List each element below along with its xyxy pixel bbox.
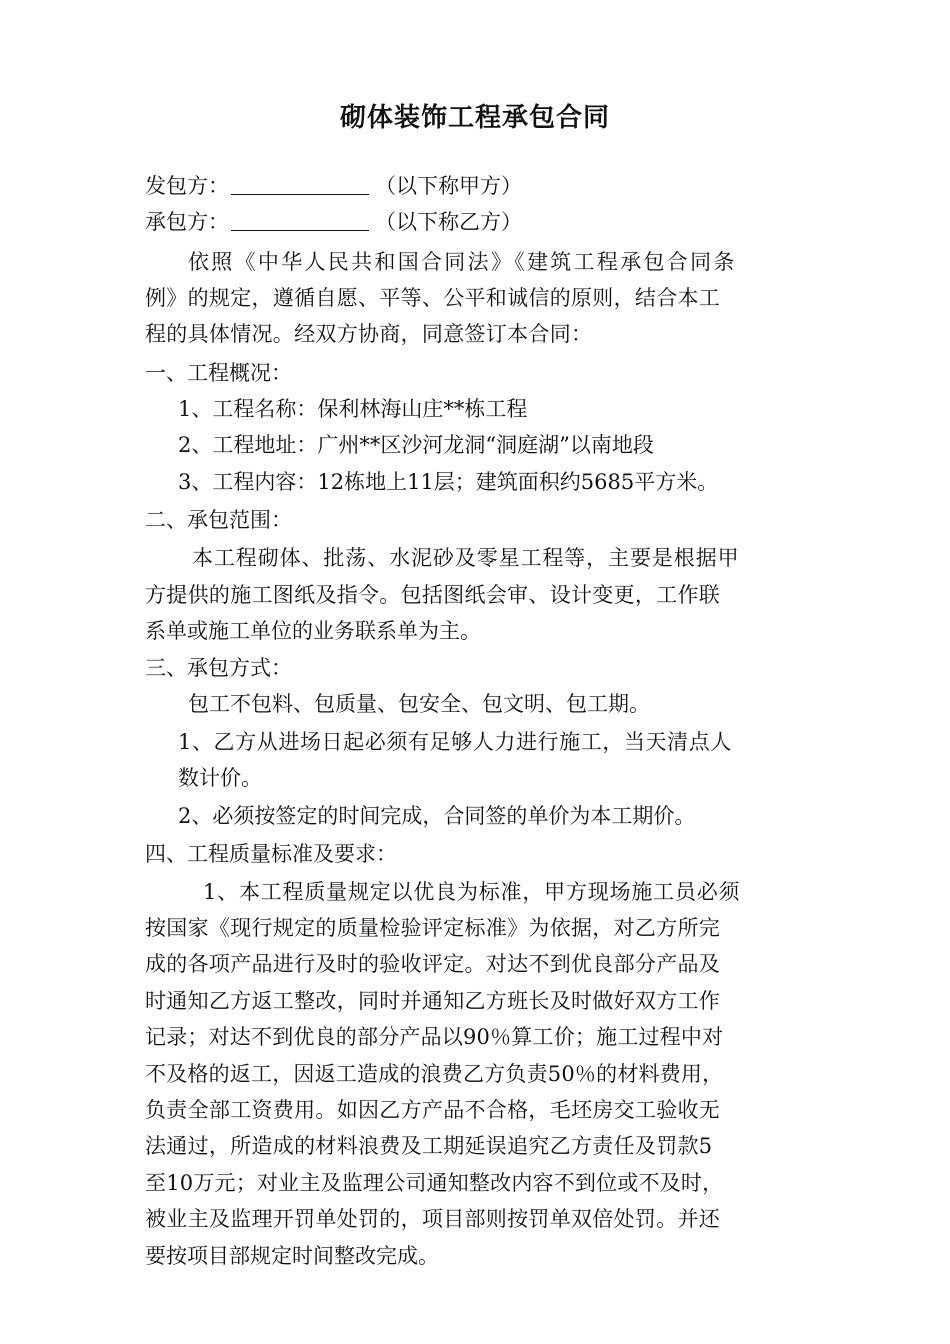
paragraph-line: 3、工程内容：12栋地上11层；建筑面积约5685平方米。 [178,470,719,494]
paragraph-line: 1、工程名称：保利林海山庄**栋工程 [178,397,528,421]
paragraph-line: 系单或施工单位的业务联系单为主。 [145,619,481,643]
paragraph-line: 程的具体情况。经双方协商，同意签订本合同： [145,322,593,346]
paragraph-line: 被业主及监理开罚单处罚的，项目部则按罚单双倍处罚。并还 [145,1207,721,1231]
paragraph-line: 按国家《现行规定的质量检验评定标准》为依据，对乙方所完 [145,916,721,940]
paragraph-line: 1、本工程质量规定以优良为标准，甲方现场施工员必须 [203,880,741,904]
paragraph-line: 记录；对达不到优良的部分产品以90％算工价；施工过程中对 [145,1025,724,1049]
section-heading: 四、工程质量标准及要求： [145,842,397,866]
document-title: 砌体装饰工程承包合同 [339,103,610,133]
contractor-label: 承包方： [145,210,229,234]
paragraph-line: 2、必须按签定的时间完成，合同签的单价为本工期价。 [178,804,696,828]
paragraph-line: 法通过，所造成的材料浪费及工期延误追究乙方责任及罚款5 [145,1134,713,1158]
paragraph-line: 数计价。 [178,766,262,790]
paragraph-line: 2、工程地址：广州**区沙河龙洞“洞庭湖”以南地段 [178,433,654,457]
employer-suffix: （以下称甲方） [375,174,522,198]
paragraph-line: 包工不包料、包质量、包安全、包文明、包工期。 [188,692,650,716]
section-heading: 三、承包方式： [145,656,292,680]
paragraph-line: 不及格的返工，因返工造成的浪费乙方负责50％的材料费用， [145,1062,724,1086]
contractor-suffix: （以下称乙方） [375,210,522,234]
section-heading: 一、工程概况： [145,361,292,385]
section-heading: 二、承包范围： [145,508,292,532]
paragraph-line: 时通知乙方返工整改，同时并通知乙方班长及时做好双方工作 [145,989,721,1013]
paragraph-line: 依照《中华人民共和国合同法》《建筑工程承包合同条 [188,250,737,274]
employer-label: 发包方： [145,174,229,198]
contractor-line [145,204,810,240]
paragraph-line: 至10万元；对业主及监理公司通知整改内容不到位或不及时， [145,1171,724,1195]
paragraph-line: 例》的规定，遵循自愿、平等、公平和诚信的原则，结合本工 [145,286,721,310]
paragraph-line: 方提供的施工图纸及指令。包括图纸会审、设计变更，工作联 [145,583,721,607]
paragraph-line: 负责全部工资费用。如因乙方产品不合格，毛坯房交工验收无 [145,1098,721,1122]
paragraph-line: 1、乙方从进场日起必须有足够人力进行施工，当天清点人 [178,730,732,754]
employer-line [145,168,810,204]
employer-blank-field[interactable] [231,168,369,195]
contractor-blank-field[interactable] [231,204,369,231]
paragraph-line: 本工程砌体、批荡、水泥砂及零星工程等，主要是根据甲 [192,546,740,570]
paragraph-line: 要按项目部规定时间整改完成。 [145,1244,439,1268]
paragraph-line: 成的各项产品进行及时的验收评定。对达不到优良部分产品及 [145,952,721,976]
